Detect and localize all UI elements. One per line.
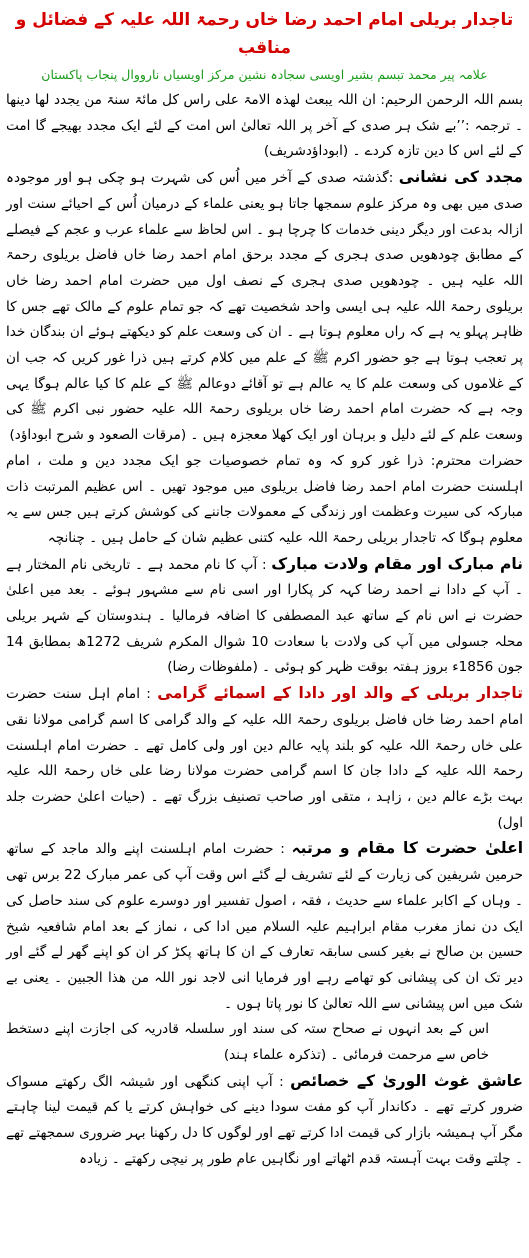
section-sanad <box>6 1017 523 1068</box>
section-text: : امام اہل سنت حضرت امام احمد رضا خاں فاضل بریلوی رحمۃ اللہ علیہ کے والد گرامی کا اسم گرامی مولانا نقی علی خاں رحمۃ اللہ علیہ کو بلند پایہ عالم دین اور ولی کامل تھے ۔ حضرت امام اہلسنت رحمۃ اللہ علیہ کے دادا جان کا اسم گرامی حضرت مولانا رضا علی خاں رحمۃ اللہ علیہ بہت بڑے عالم دین ، زاہد ، متقی اور صاحب تصنیف بزرگ تھے ۔ (حیات اعلیٰ حضرت جلد اول) <box>6 686 523 831</box>
section-hazrat-muhtaram <box>6 449 523 552</box>
article-author: علامہ پیر محمد تبسم بشیر اویسی سجادہ نشین مرکز اویسیاں نارووال پنجاب پاکستان <box>41 67 488 82</box>
section-characteristics <box>6 1069 523 1173</box>
section-heading: مجدد کی نشانی <box>398 168 524 187</box>
section-text: : آپ اپنی کنگھی اور شیشہ الگ رکھتے مسواک ضرور کرتے تھے ۔ دکاندار آپ کو مفت سودا دینے کی خواہش کرتے یا کم قیمت لینا چاہتے مگر آپ ہمیشہ بازار کی قیمت ادا کرتے تھے اور لوگوں کا دل رکھنا بہر ضروری سمجھتے تھے ۔ چلتے وقت بہت آہستہ قدم اٹھاتے اور نگاہیں عام طور پر نیچی رکھتے ۔ زیادہ <box>6 1073 523 1167</box>
section-heading: تاجدار بریلی کے والد اور دادا کے اسمائے گرامی <box>157 684 523 703</box>
section-father-grandfather <box>6 681 523 836</box>
section-heading: اعلیٰ حضرت کا مقام و مرتبہ <box>291 839 524 858</box>
article-body <box>6 88 523 1173</box>
section-text: : حضرت امام اہلسنت اپنے والد ماجد کے ساتھ حرمین شریفین کی زیارت کے لئے تشریف لے گئے اس وقت آپ کی عمر مبارک 22 برس تھی ۔ وہاں کے اکابر علماء سے حدیث ، فقہ ، اصول تفسیر اور دوسرے علوم کی سند حاصل کی ایک دن نماز مغرب مقام ابراہیم علیہ السلام میں ادا کی ، نماز کے بعد امام شافعیہ شیخ حسین بن صالح نے بغیر کسی سابقہ تعارف کے ان کا ہاتھ پکڑ کر ان کو اپنے گھر لے گئے اور دیر تک ان کی پیشانی کو تھامے رہے اور فرمایا انی لاجد نور اللہ من ھذا الجبین ۔ یعنی بے شک میں اس پیشانی سے اللہ تعالیٰ کا نور پاتا ہوں ۔ <box>6 841 524 1012</box>
section-text: : آپ کا نام محمد ہے ۔ تاریخی نام المختار ہے ۔ آپ کے دادا نے احمد رضا کہہ کر پکارا اور اسی نام سے مشہور ہوئے ۔ بعد میں اعلیٰ حضرت نے اس نام کے ساتھ عبد المصطفی کا اضافہ فرمالیا ۔ ہندوستان کے شہر بریلی محلہ جسولی میں آپ کی ولادت با سعادت 10 شوال المکرم شریف 1272ھ بمطابق 14 جون 1856ء بروز ہفتہ بوقت ظہر کو ہوئی ۔ (ملفوظات رضا) <box>6 556 523 676</box>
section-text: اس کے بعد انہوں نے صحاح ستہ کی سند اور سلسلہ قادریہ کی اجازت اپنے دستخط خاص سے مرحمت فرمائی ۔ (تذکرہ علماء ہند) <box>6 1021 489 1064</box>
intro-arabic-paragraph: بسم اللہ الرحمن الرحیم: ان اللہ یبعث لھذہ الامۃ علی راس کل مائۃ سنۃ من یجدد لھا دینھا ۔ ترجمہ :’’بے شک ہر صدی کے آخر پر اللہ تعالیٰ اس امت کے لئے ایک مجدد بھیجے گا امت کے لئے اس کا دین تازہ کردے ۔ (ابوداؤدشریف) <box>6 92 523 160</box>
section-heading: عاشق غوث الوریٰ کے خصائص <box>290 1071 523 1090</box>
section-heading: نام مبارک اور مقام ولادت مبارک <box>271 554 523 573</box>
section-name-and-birth <box>6 552 523 682</box>
section-status <box>6 836 523 1017</box>
article-title: تاجدار بریلی امام احمد رضا خاں رحمۃ اللہ علیہ کے فضائل و مناقب <box>15 10 514 58</box>
section-mujaddid-sign <box>6 165 523 449</box>
section-text: حضرات محترم: ذرا غور کرو کہ وہ تمام خصوصیات جو ایک مجدد دین و ملت ، امام اہلسنت حضرت امام احمد رضا فاضل بریلوی میں موجود تھیں ۔ اس عظیم المرتبت ذات مبارکہ کی سیرت وعظمت اور زندگی کے معمولات جاننے کی کوشش کرتے ہیں جس سے یہ معلوم ہوگا کہ تاجدار بریلی رحمۃ اللہ علیہ کتنی عظیم شان کے حامل ہیں ۔ چنانچہ <box>6 452 523 546</box>
section-text: :گذشتہ صدی کے آخر میں اُس کی شہرت ہو چکی ہو اور موجودہ صدی میں بھی وہ مرکز علوم سمجھا جاتا ہو یعنی علماء کے درمیان اُس کے احیائے سنت اور ازالہ بدعت اور دیگر دینی خدمات کا چرچا ہو ۔ اس لحاظ سے علماء عرب و عجم کے فیصلے کے مطابق چودھویں صدی ہجری کے مجدد برحق امام احمد رضا خاں فاضل بریلوی رحمۃ اللہ علیہ ہیں ۔ چودھویں صدی ہجری کے نصف اول میں حضرت امام احمد رضا خاں بریلوی رحمۃ اللہ علیہ ہی ایسی واحد شخصیت تھے کہ جو تمام علوم کے مالک تھے جس کا ظاہر پہلو یہ ہے کہ راں معلوم ہوتا ہے ۔ ان کی وسعت علم کو دیکھتے ہوئے ان بندگان خدا پر تعجب ہوتا ہے جو حضور اکرم ﷺ کے علم میں کلام کرتے ہیں ذرا غور کریں کہ جب ان کے غلاموں کی وسعت علم کا یہ عالم ہے تو آقائے دوعالم ﷺ کے علم کا کیا عالم ہوگا یہی وجہ ہے کہ حضرت امام احمد رضا خاں بریلوی رحمۃ اللہ علیہ حضور نبی اکرم ﷺ کی وسعت علم کے لئے دلیل و برہان اور ایک کھلا معجزہ ہیں ۔ (مرقات الصعود و شرح ابوداؤد) <box>6 170 523 444</box>
